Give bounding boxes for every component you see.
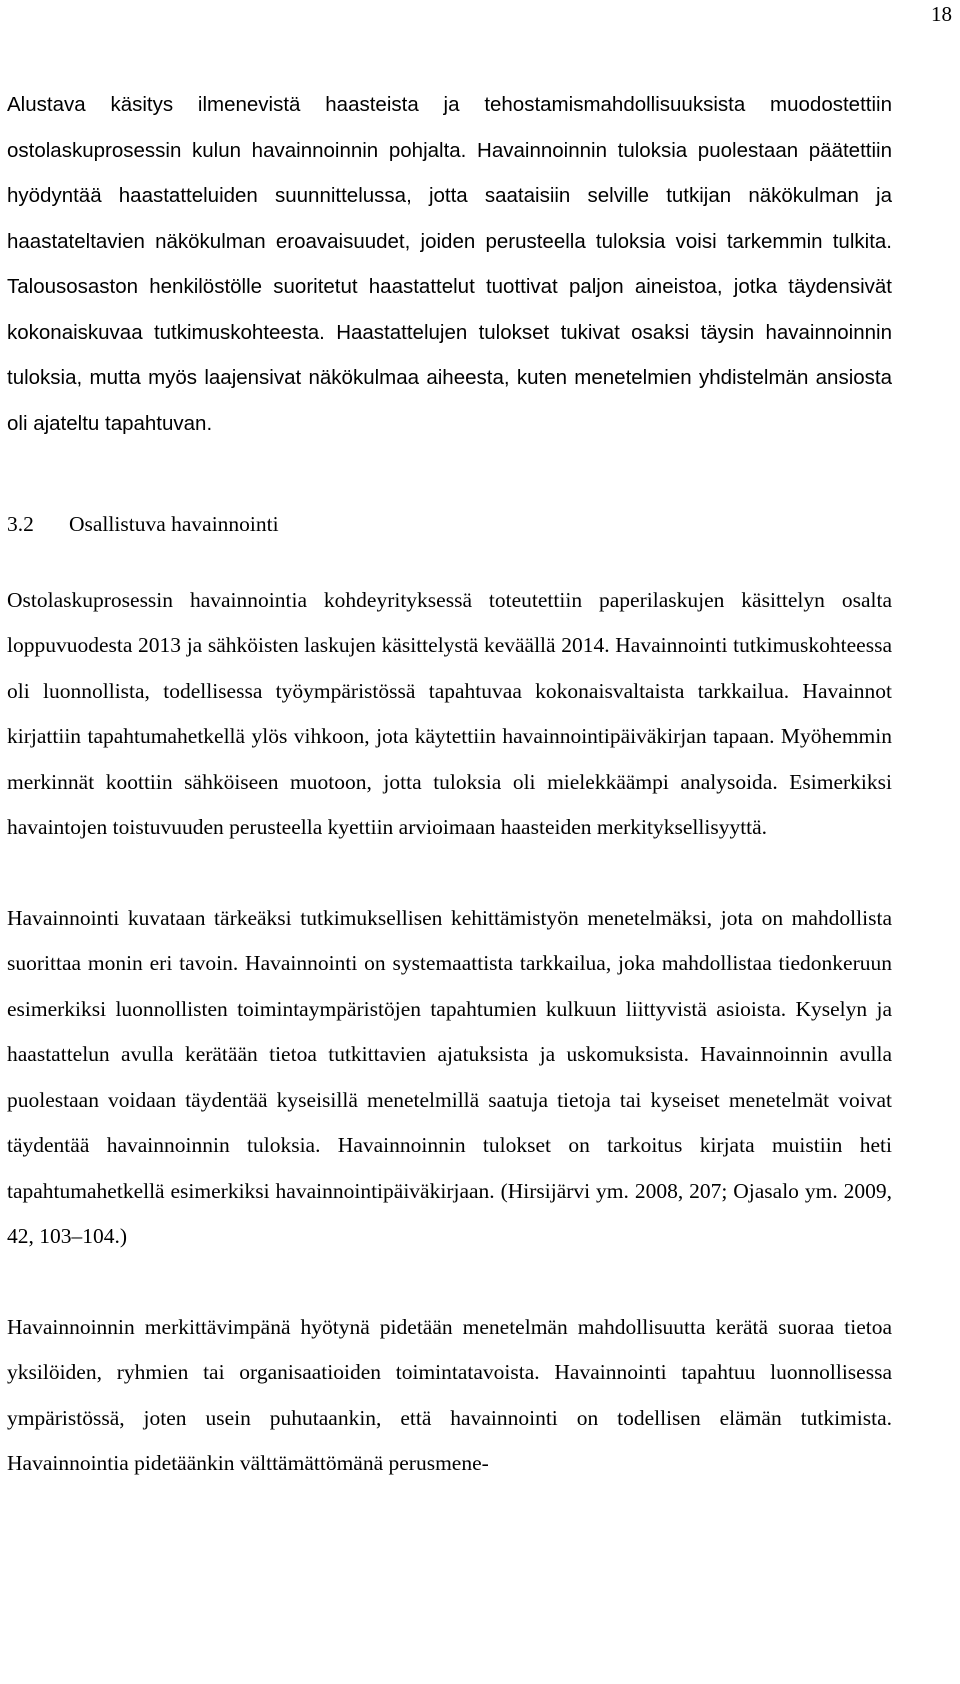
section-title: Osallistuva havainnointi xyxy=(69,512,279,536)
document-body xyxy=(7,82,892,1487)
section-heading xyxy=(7,502,892,548)
section-number: 3.2 xyxy=(7,512,34,536)
paragraph-observation-practice: Ostolaskuprosessin havainnointia kohdeyrityksessä toteutettiin paperilaskujen käsittelyn osalta loppuvuodesta 2013 ja sähköisten laskujen käsittelystä keväällä 2014. Havainnointi tutkimuskohteessa oli luonnollista, todellisessa työympäristössä tapahtuvaa kokonaisvaltaista tarkkailua. Havainnot kirjattiin tapahtumahetkellä ylös vihkoon, jota käytettiin havainnointipäiväkirjan tapaan. Myöhemmin merkinnät koottiin sähköiseen muotoon, jotta tuloksia oli mielekkäämpi analysoida. Esimerkiksi havaintojen toistuvuuden perusteella kyettiin arvioimaan haasteiden merkityksellisyyttä. xyxy=(7,587,892,839)
paragraph-observation-benefits: Havainnoinnin merkittävimpänä hyötynä pidetään menetelmän mahdollisuutta kerätä suoraa tietoa yksilöiden, ryhmien tai organisaatioiden toimintatavoista. Havainnointi tapahtuu luonnollisessa ympäristössä, joten usein puhutaankin, että havainnointi on todellisen elämän tutkimista. Havainnointia pidetäänkin välttämättömänä perusmene- xyxy=(7,1314,892,1475)
paragraph-observation-method: Havainnointi kuvataan tärkeäksi tutkimuksellisen kehittämistyön menetelmäksi, jota on mahdollista suorittaa monin eri tavoin. Havainnointi on systemaattista tarkkailua, joka mahdollistaa tiedonkeruun esimerkiksi luonnollisten toimintaympäristöjen tapahtumien kulkuun liittyvistä asioista. Kyselyn ja haastattelun avulla kerätään tietoa tutkittavien ajatuksista ja uskomuksista. Havainnoinnin avulla puolestaan voidaan täydentää kyseisillä menetelmillä saatuja tietoja tai kyseiset menetelmät voivat täydentää havainnoinnin tuloksia. Havainnoinnin tulokset on tarkoitus kirjata muistiin heti tapahtumahetkellä esimerkiksi havainnointipäiväkirjaan. (Hirsijärvi ym. 2008, 207; Ojasalo ym. 2009, 42, 103–104.) xyxy=(7,905,892,1248)
page-number: 18 xyxy=(931,2,952,26)
paragraph-intro: Alustava käsitys ilmenevistä haasteista ja tehostamismahdollisuuksista muodostettiin ostolaskuprosessin kulun havainnoinnin pohjalta. Havainnoinnin tuloksia puolestaan päätettiin hyödyntää haastatteluiden suunnittelussa, jotta saataisiin selville tutkijan näkökulman ja haastateltavien näkökulman eroavaisuudet, joiden perusteella tuloksia voisi tarkemmin tulkita. Talousosaston henkilöstölle suoritetut haastattelut tuottivat paljon aineistoa, jotka täydensivät kokonaiskuvaa tutkimuskohteesta. Haastattelujen tulokset tukivat osaksi täysin havainnoinnin tuloksia, mutta myös laajensivat näkökulmaa aiheesta, kuten menetelmien yhdistelmän ansiosta oli ajateltu tapahtuvan. xyxy=(7,93,892,435)
